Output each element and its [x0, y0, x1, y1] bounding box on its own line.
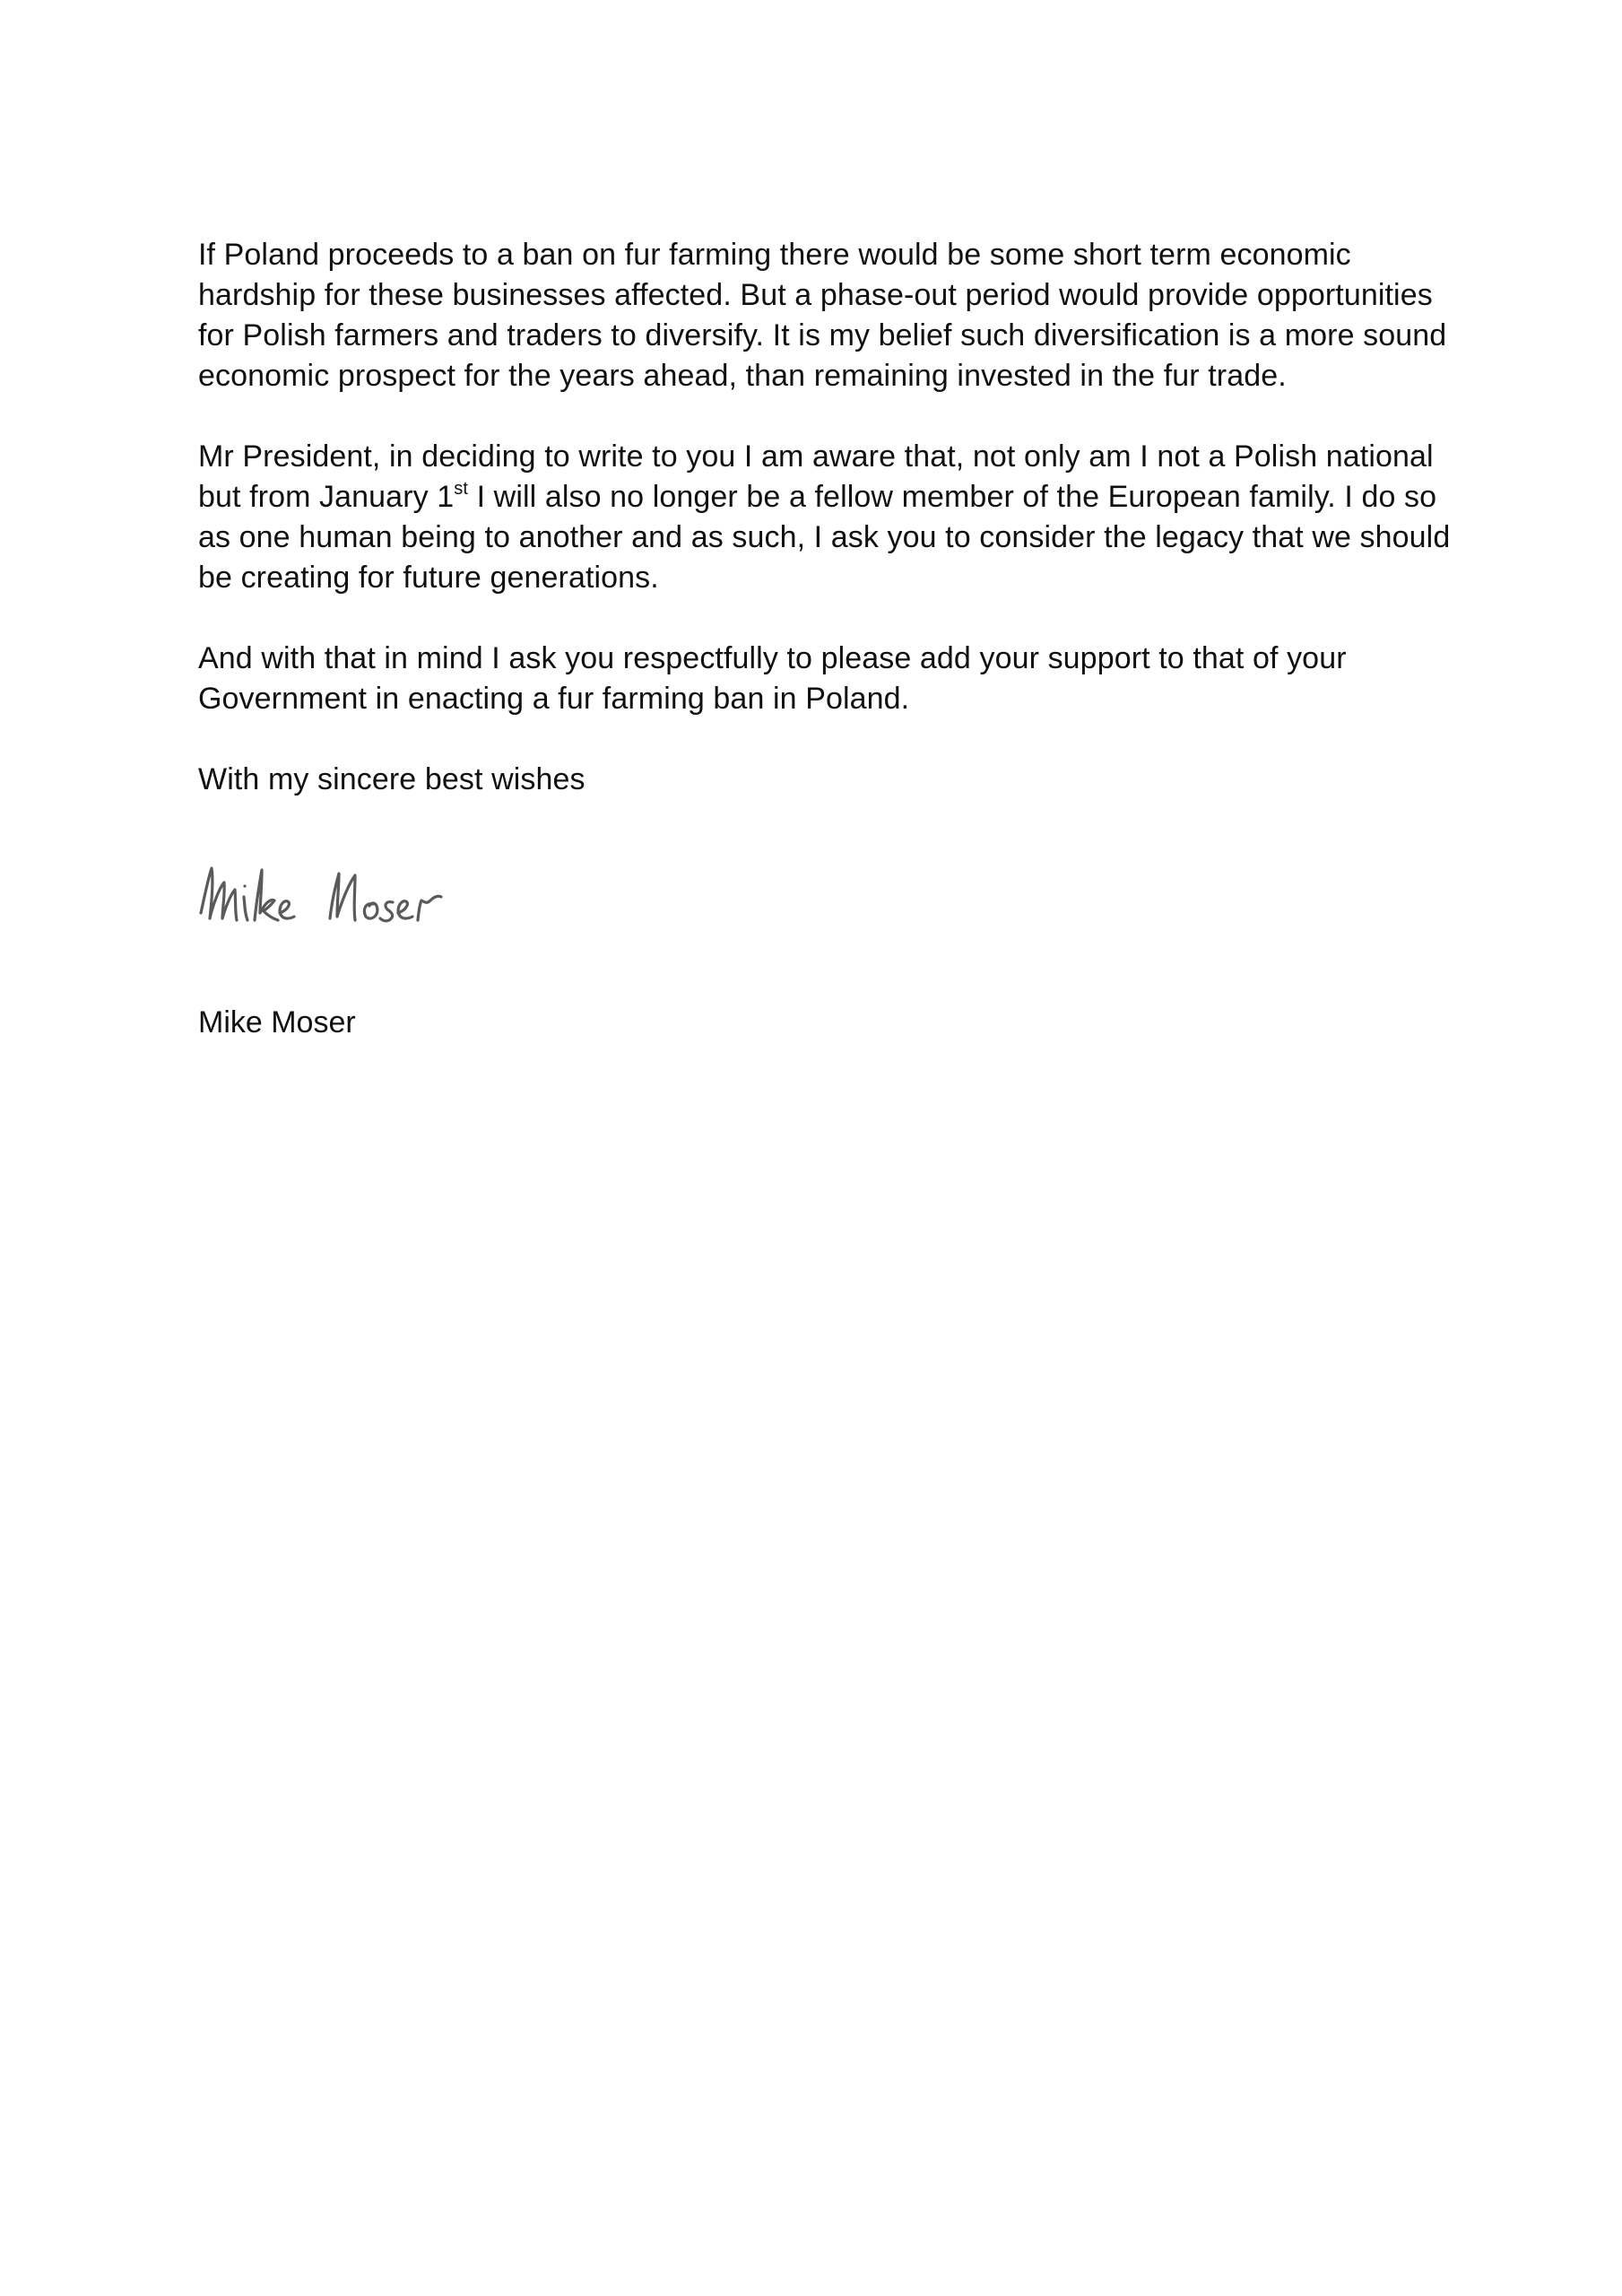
paragraph-fur-ban-economics — [198, 235, 1453, 396]
text-fragment: I will also no longer be a fellow member of the European family. I do so — [468, 480, 1437, 514]
closing-line — [198, 760, 1453, 800]
paragraph-mr-president — [198, 437, 1453, 598]
ordinal-suffix: st — [454, 479, 469, 499]
signatory-name: Mike Moser — [198, 1005, 356, 1039]
text-line: If Poland proceeds to a ban on fur farming there would be some short term economic — [198, 238, 1351, 272]
paragraph-request — [198, 639, 1453, 719]
handwritten-signature — [195, 843, 518, 960]
text-line: hardship for these businesses affected. But a phase-out period would provide opportunities — [198, 278, 1433, 312]
closing-text: With my sincere best wishes — [198, 762, 585, 796]
text-line: be creating for future generations. — [198, 561, 659, 595]
text-line: as one human being to another and as such, I ask you to consider the legacy that we should — [198, 520, 1451, 554]
text-fragment: but from January 1 — [198, 480, 455, 514]
text-line — [198, 477, 1453, 517]
text-line: Government in enacting a fur farming ban in Poland. — [198, 682, 910, 716]
signature-drawing — [195, 843, 518, 960]
text-line: Mr President, in deciding to write to you I am aware that, not only am I not a Polish national — [198, 439, 1434, 474]
letter-body — [198, 235, 1453, 840]
text-line: And with that in mind I ask you respectfully to please add your support to that of your — [198, 641, 1347, 675]
text-line: economic prospect for the years ahead, than remaining invested in the fur trade. — [198, 359, 1287, 393]
text-line: for Polish farmers and traders to diversify. It is my belief such diversification is a more sound — [198, 318, 1447, 352]
